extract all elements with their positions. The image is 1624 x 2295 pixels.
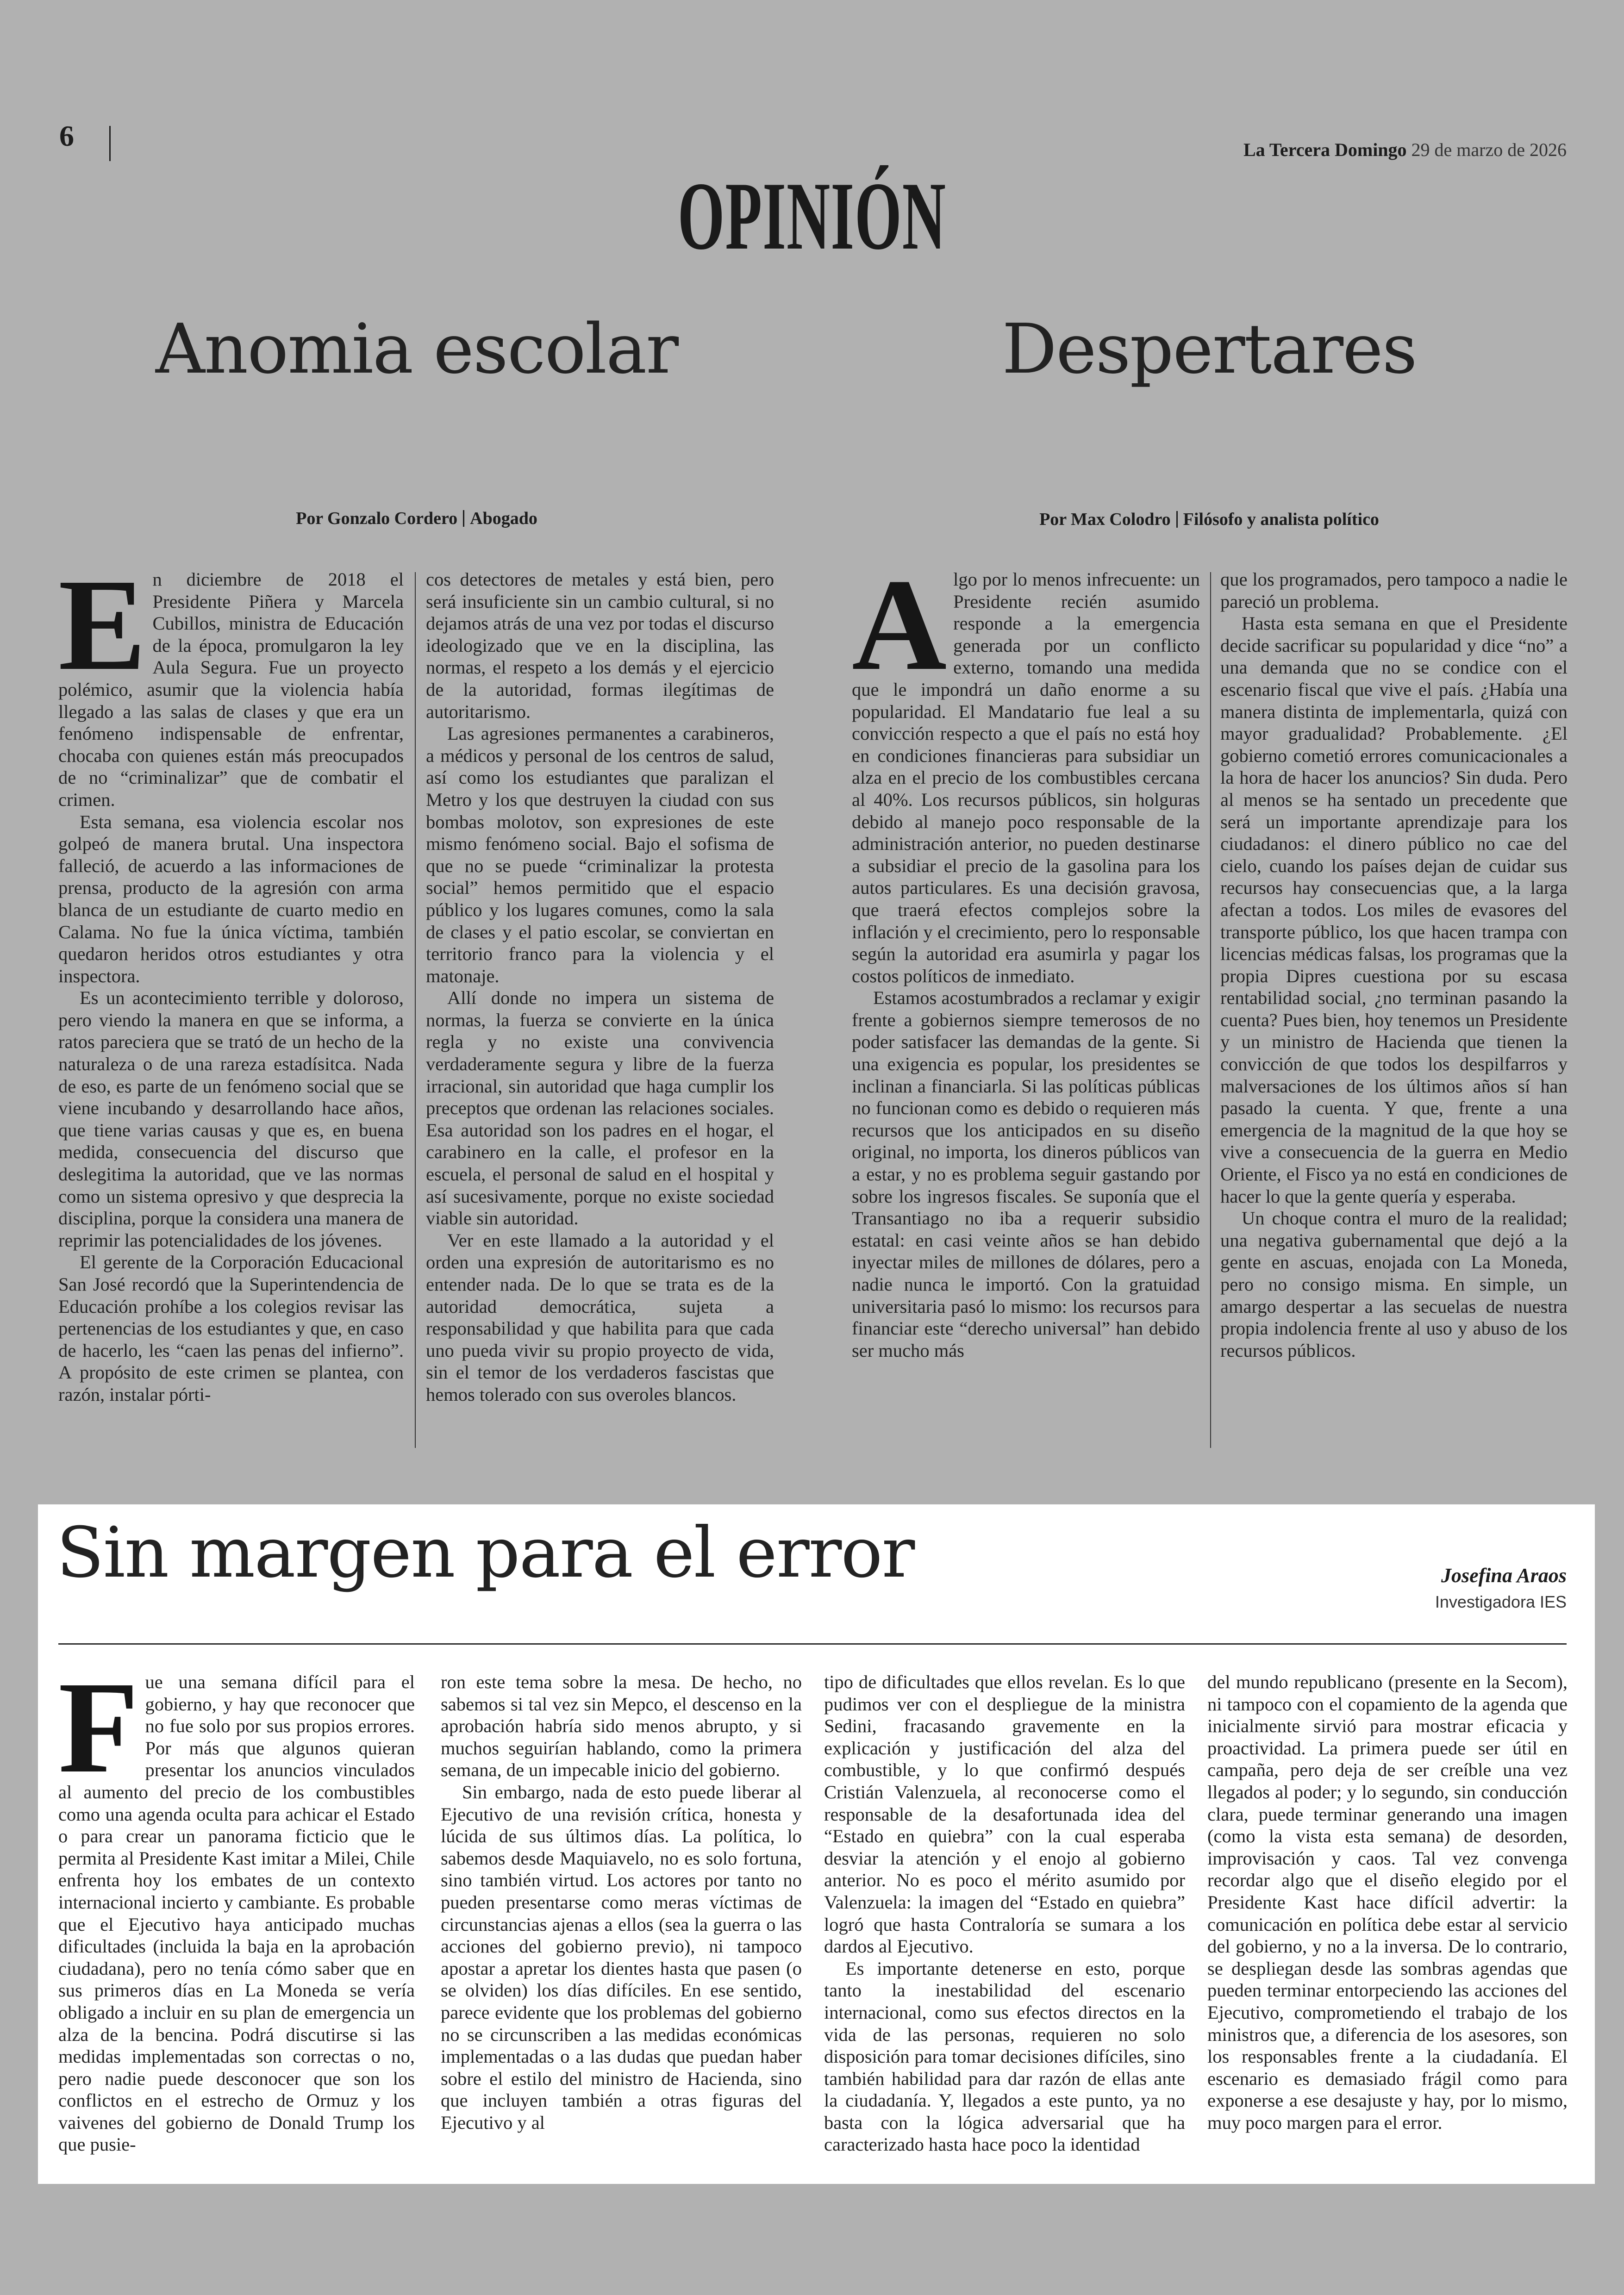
article1-column-2 — [426, 568, 774, 1448]
paragraph: Hasta esta semana en que el Presidente decide sacrificar su popularidad y dice “no” a una demanda que no se condice con el escenario fiscal que vive el país. ¿Había una manera distinta de implementarla, quizá con mayor gradualidad? Probablemente. ¿El gobierno cometió errores comunicacionales a la hora de hacer los anuncios? Sin duda. Pero al menos se ha sentado un precedente que será un importante aprendizaje para los ciudadanos: el dinero público no cae del cielo, cuando los países dejan de cuidar sus recursos hay consecuencias que, a la larga afectan a todos. Los miles de evasores del transporte público, los que hacen trampa con licencias médicas falsas, los programas que la propia Dipres cuestiona por su escasa rentabilidad social, ¿no terminan pasando la cuenta? Pues bien, hoy tenemos un Presidente y un ministro de Hacienda que tienen la convicción de que todos los despilfarros y malversaciones de los últimos años sí han pasado la cuenta. Y que, frente a una emergencia de la magnitud de la que hoy se vive a consecuencia de la guerra en Medio Oriente, el Fisco ya no está en condiciones de hacer lo que la gente quería y esperaba. — [1220, 613, 1568, 1207]
article2-byline — [848, 509, 1570, 530]
paragraph: Fue una semana difícil para el gobierno, y hay que reconocer que no fue solo por sus propios errores. Por más que algunos quieran presentar los anuncios vinculados al aumento del precio de los combustibles como una agenda oculta para achicar el Estado o para crear un panorama ficticio que le permita al Presidente Kast imitar a Milei, Chile enfrenta hoy los embates de un contexto internacional incierto y cambiante. Es probable que el Ejecutivo haya anticipado muchas dificultades (incluida la baja en la aprobación ciudadana), pero no tenía cómo saber que en sus primeros días en La Moneda se vería obligado a incluir en su plan de emergencia un alza de la bencina. Podrá discutirse si las medidas implementadas son correctas o no, pero nadie puede desconocer que son los conflictos en el estrecho de Ormuz y los vaivenes del gobierno de Donald Trump los que pusie- — [58, 1671, 415, 2155]
article3-column-4 — [1207, 1671, 1568, 2176]
paragraph: Es un acontecimiento terrible y doloroso, pero viendo la manera en que se informa, a ratos pareciera que se trató de un hecho de la naturaleza o de una rareza estadísitca. Nada de eso, es parte de un fenómeno social que se viene incubando y desarrollando hace años, que tiene varias causas y que es, en buena medida, consecuencia del discurso que deslegitima la autoridad, que ve las normas como un sistema opresivo y que desprecia la disciplina, porque la considera una manera de reprimir las potencialidades de los jóvenes. — [58, 987, 404, 1251]
dateline — [1243, 139, 1567, 161]
paragraph: Un choque contra el muro de la realidad; una negativa gubernamental que dejó a la gente en ascuas, enojada con La Moneda, pero no consigo misma. En simple, un amargo despertar a las secuelas de nuestra propia indolencia frente al uso y abuso de los recursos públicos. — [1220, 1208, 1568, 1361]
paragraph: Esta semana, esa violencia escolar nos golpeó de manera brutal. Una inspectora falleció, de acuerdo a las informaciones de prensa, producto de la agresión con arma blanca de un estudiante de cuarto medio en Calama. No fue la única víctima, también quedaron heridos otros estudiantes y otra inspectora. — [58, 811, 404, 986]
article2-author: Por Max Colodro — [1039, 510, 1171, 529]
article3-author: Josefina Araos — [1441, 1564, 1567, 1587]
article2-headline: Despertares — [1002, 309, 1417, 389]
article1-author: Por Gonzalo Cordero — [296, 509, 458, 528]
article3-column-2 — [441, 1671, 802, 2176]
page-number: 6 — [59, 119, 74, 152]
article1-column-1 — [58, 568, 404, 1448]
paragraph: que los programados, pero tampoco a nadie le pareció un problema. — [1220, 569, 1568, 612]
paragraph: del mundo republicano (presente en la Secom), ni tampoco con el copamiento de la agenda que inicialmente sirvió para mostrar eficacia y proactividad. La primera puede ser útil en campaña, pero deja de ser creíble una vez llegados al poder; y lo segundo, sin conducción clara, puede terminar generando una imagen (como la vista esta semana) de desorden, improvisación y caos. Tal vez convenga recordar algo que el diseño elegido por el Presidente Kast hace difícil advertir: la comunicación en política debe estar al servicio del gobierno, y no a la inversa. De lo contrario, se despliegan desde las sombras agendas que pueden terminar entorpeciendo las acciones del Ejecutivo, comprometiendo el trabajo de los ministros que, a diferencia de los asesores, son los responsables frente a la ciudadanía. El escenario es demasiado frágil como para exponerse a ese desajuste y hay, por lo mismo, muy poco margen para el error. — [1207, 1671, 1568, 2133]
article3-headline: Sin margen para el error — [56, 1513, 914, 1593]
article1-dropcap: E — [58, 568, 146, 698]
column-rule — [415, 572, 416, 1448]
article3-divider — [58, 1643, 1567, 1645]
article1-headline: Anomia escolar — [155, 309, 678, 389]
publication-date: 29 de marzo de 2026 — [1411, 139, 1567, 160]
byline-divider — [463, 510, 464, 527]
paragraph: El gerente de la Corporación Educacional San José recordó que la Superintendencia de Educación prohíbe a los colegios revisar las pertenencias de los estudiantes y que, en caso de hacerlo, les “caen las penas del infierno”. A propósito de este crimen se plantea, con razón, instalar pórti- — [58, 1252, 404, 1405]
article2-author-role: Filósofo y analista político — [1183, 510, 1379, 529]
paragraph: cos detectores de metales y está bien, pero será insuficiente sin un cambio cultural, si no dejamos atrás de una vez por todas el discurso ideologizado que ve en la disciplina, las normas, el respeto a los demás y el ejercicio de la autoridad, formas ilegítimas de autoritarismo. — [426, 569, 774, 722]
article2-dropcap: A — [852, 568, 947, 698]
paragraph: Estamos acostumbrados a reclamar y exigir frente a gobiernos siempre temerosos de no poder satisfacer las demandas de la gente. Si una exigencia es popular, los presidentes se inclinan a financiarla. Si las políticas públicas no funcionan como es debido o requieren más recursos que los anticipados en su diseño original, no importa, los dineros públicos van a estar, y no es problema seguir gastando por sobre los ingresos fiscales. Se suponía que el Transantiago no iba a requerir subsidio estatal: en casi veinte años se han debido inyectar miles de millones de dólares, pero a nadie nunca le importó. Con la gratuidad universitaria pasó lo mismo: los recursos para financiar este “derecho universal” han debido ser mucho más — [852, 987, 1200, 1361]
paragraph: Las agresiones permanentes a carabineros, a médicos y personal de los centros de salud, así como los estudiantes que paralizan el Metro y los que destruyen la ciudad con sus bombas molotov, son expresiones de este mismo fenómeno social. Bajo el sofisma de que no se puede “criminalizar la protesta social” hemos permitido que el espacio público y los lugares comunes, como la sala de clases y el patio escolar, se conviertan en territorio franco para la violencia y el matonaje. — [426, 723, 774, 986]
paragraph: Es importante detenerse en esto, porque tanto la inestabilidad del escenario internacional, como sus efectos directos en la vida de las personas, requieren no solo disposición para tomar decisiones difíciles, sino también habilidad para dar razón de ellas ante la ciudadanía. Y, llegados a este punto, ya no basta con la lógica adversarial que ha caracterizado hasta hace poco la identidad — [824, 1958, 1185, 2155]
article1-author-role: Abogado — [470, 509, 537, 528]
page-number-divider — [109, 126, 111, 161]
paragraph: Ver en este llamado a la autoridad y el orden una expresión de autoritarismo es no entender nada. De lo que se trata es de la autoridad democrática, sujeta a responsabilidad y que habilita para que cada uno pueda vivir su propio proyecto de vida, sin el temor de los verdaderos fascistas que hemos tolerado con sus overoles blancos. — [426, 1229, 774, 1405]
article2-column-1 — [852, 568, 1200, 1448]
byline-divider — [1176, 511, 1178, 528]
article3-dropcap: F — [58, 1671, 139, 1800]
article3-column-1 — [58, 1671, 415, 2176]
article2-column-2 — [1220, 568, 1568, 1448]
paragraph: ron este tema sobre la mesa. De hecho, no sabemos si tal vez sin Mepco, el descenso en la aprobación habría sido menos abrupto, y si muchos seguirían hablando, como la primera semana, de un impecable inicio del gobierno. — [441, 1671, 802, 1781]
article1-byline — [56, 508, 778, 529]
publication-name: La Tercera Domingo — [1243, 139, 1407, 160]
article3-column-3 — [824, 1671, 1185, 2176]
section-title: OPINIÓN — [677, 162, 947, 270]
paragraph: Allí donde no impera un sistema de normas, la fuerza se convierte en la única regla y no existe una convivencia verdaderamente segura y libre de la fuerza irracional, sin autoridad que haga cumplir los preceptos que ordenan las relaciones sociales. Esa autoridad son los padres en el hogar, el carabinero en la calle, el profesor en la escuela, el personal de salud en el hospital y así sucesivamente, porque no existe sociedad viable sin autoridad. — [426, 987, 774, 1229]
paragraph: tipo de dificultades que ellos revelan. Es lo que pudimos ver con el despliegue de la ministra Sedini, fracasando gravemente en la explicación y justificación del alza del combustible, y lo que confirmó después Cristián Valenzuela, al reconocerse como el responsable de la desafortunada idea del “Estado en quiebra” con la cual esperaba desviar la atención y el enojo al gobierno anterior. No es poco el mérito asumido por Valenzuela: la imagen del “Estado en quiebra” logró que hasta Contraloría se sumara a los dardos al Ejecutivo. — [824, 1671, 1185, 1957]
paragraph: En diciembre de 2018 el Presidente Piñera y Marcela Cubillos, ministra de Educación de la época, promulgaron la ley Aula Segura. Fue un proyecto polémico, asumir que la violencia había llegado a las salas de clases y que era un fenómeno indispensable de enfrentar, chocaba con quienes están más preocupados de no “criminalizar” que de combatir el crimen. — [58, 568, 404, 810]
paragraph: Algo por lo menos infrecuente: un Presidente recién asumido responde a la emergencia generada por un conflicto externo, tomando una medida que le impondrá un daño enorme a su popularidad. El Mandatario fue leal a su convicción respecto a que el país no está hoy en condiciones financieras para subsidiar un alza en el precio de los combustibles cercana al 40%. Los recursos públicos, sin holguras debido al manejo poco responsable de la administración anterior, no pueden destinarse a subsidiar el precio de la gasolina para los autos particulares. Es una decisión gravosa, que traerá efectos complejos sobre la inflación y el crecimiento, pero lo responsable según la autoridad era asumirla y pagar los costos políticos de inmediato. — [852, 568, 1200, 986]
article3-author-role: Investigadora IES — [1435, 1592, 1567, 1611]
column-rule — [1210, 572, 1211, 1448]
paragraph: Sin embargo, nada de esto puede liberar al Ejecutivo de una revisión crítica, honesta y lúcida de sus últimos días. La política, lo sabemos desde Maquiavelo, no es solo fortuna, sino también virtud. Los actores por tanto no pueden presentarse como meras víctimas de circunstancias ajenas a ellos (sea la guerra o las acciones del gobierno previo), ni tampoco apostar a apretar los dientes hasta que pasen (o se olviden) los días difíciles. En ese sentido, parece evidente que los problemas del gobierno no se circunscriben a las medidas económicas implementadas o a las dudas que puedan haber sobre el estilo del ministro de Hacienda, sino que incluyen también a otras figuras del Ejecutivo y al — [441, 1781, 802, 2133]
